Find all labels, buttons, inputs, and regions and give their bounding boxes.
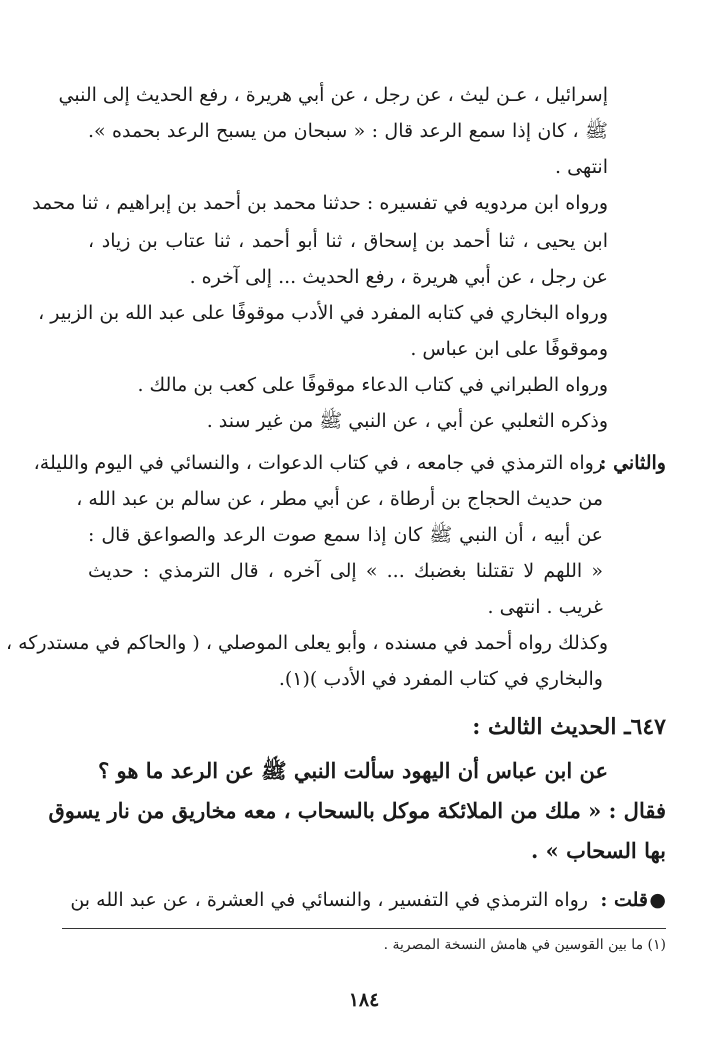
- qult-label: قلت :: [600, 889, 648, 911]
- page-number: ١٨٤: [348, 989, 380, 1011]
- footnote-divider: [62, 928, 666, 929]
- qult-text: رواه الترمذي في التفسير ، والنسائي في العشرة ، عن عبد الله بن: [70, 889, 588, 911]
- second-narration-label: والثاني :: [599, 452, 666, 474]
- text-line: وكذلك رواه أحمد في مسنده ، وأبو يعلى الموصلي ، ( والحاكم في مستدركه ،: [5, 632, 608, 654]
- bullet-icon: ●: [649, 889, 666, 911]
- text-line: عن أبيه ، أن النبي ﷺ كان إذا سمع صوت الرعد والصواعق قال :: [88, 524, 603, 546]
- text-line: ﷺ ، كان إذا سمع الرعد قال : « سبحان من يسبح الرعد بحمده ».: [88, 120, 608, 142]
- text-line: إسرائيل ، عـن ليث ، عن رجل ، عن أبي هريرة ، رفع الحديث إلى النبي: [58, 84, 608, 106]
- hadith-line: بها السحاب » .: [531, 838, 666, 863]
- text-line: ورواه البخاري في كتابه المفرد في الأدب موقوفًا على عبد الله بن الزبير ،: [38, 302, 608, 324]
- text-line: ابن يحيى ، ثنا أحمد بن إسحاق ، ثنا أبو أحمد ، ثنا عتاب بن زياد ،: [88, 230, 608, 252]
- text-line: وذكره الثعلبي عن أبي ، عن النبي ﷺ من غير سند .: [206, 410, 608, 432]
- text-line: رواه الترمذي في جامعه ، في كتاب الدعوات ، والنسائي في اليوم والليلة،: [33, 452, 603, 474]
- hadith-line: عن ابن عباس أن اليهود سألت النبي ﷺ عن الرعد ما هو ؟: [98, 758, 608, 783]
- hadith-line: فقال : « ملك من الملائكة موكل بالسحاب ، معه مخاريق من نار يسوق: [48, 798, 666, 823]
- text-line: غريب . انتهى .: [487, 596, 603, 618]
- text-line: وموقوفًا على ابن عباس .: [410, 338, 608, 360]
- text-line: « اللهم لا تقتلنا بغضبك ... » إلى آخره ، قال الترمذي : حديث: [88, 560, 603, 582]
- hadith-heading: ٦٤٧ـ الحديث الثالث :: [472, 714, 666, 740]
- text-line: ورواه الطبراني في كتاب الدعاء موقوفًا على كعب بن مالك .: [137, 374, 608, 396]
- footnote: (١) ما بين القوسين في هامش النسخة المصرية .: [383, 937, 666, 953]
- text-line: والبخاري في كتاب المفرد في الأدب )(١).: [278, 668, 603, 690]
- text-line: عن رجل ، عن أبي هريرة ، رفع الحديث ... إلى آخره .: [189, 266, 608, 288]
- text-line: انتهى .: [555, 156, 608, 178]
- text-line: ورواه ابن مردويه في تفسيره : حدثنا محمد بن أحمد بن إبراهيم ، ثنا محمد: [32, 192, 608, 214]
- text-line: من حديث الحجاج بن أرطاة ، عن أبي مطر ، عن سالم بن عبد الله ،: [76, 488, 603, 510]
